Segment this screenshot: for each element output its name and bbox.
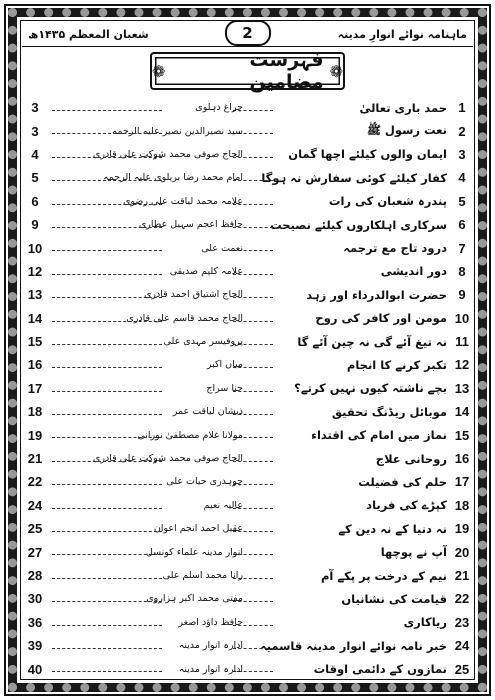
leader-dots	[52, 484, 162, 485]
entry-title: تکبر کرنے کا انجام	[268, 358, 447, 372]
entry-page-number: 15	[27, 334, 43, 350]
entry-page-number: 25	[27, 521, 43, 537]
leader-dots	[52, 297, 162, 298]
entry-author: ادارہ انوار مدینہ	[178, 663, 243, 675]
entry-number: 17	[454, 474, 470, 490]
entry-author: حافظ اعجم سہیل عطاری	[138, 219, 243, 231]
toc-row	[22, 634, 473, 657]
toc-row	[22, 447, 473, 470]
entry-page-number: 4	[31, 146, 39, 162]
toc-row	[22, 190, 473, 213]
entry-page-number: 30	[27, 591, 43, 607]
entry-author: پروفیسر مہدی علی	[163, 336, 243, 348]
entry-author: عالیہ نعیم	[203, 499, 243, 511]
entry-number: 8	[458, 263, 466, 279]
entry-number: 4	[458, 170, 466, 186]
entry-page-number: 14	[27, 310, 43, 326]
entry-title: نعت رسول ﷺ	[268, 123, 447, 140]
entry-author: چراغ دہلوی	[195, 102, 243, 114]
leader-dots	[52, 414, 162, 415]
toc-row	[22, 330, 473, 353]
entry-page-number: 13	[27, 287, 43, 303]
entry-page-number: 6	[31, 193, 39, 209]
entry-author: مولانا غلام مصطفیٰ نورانی	[137, 429, 243, 441]
leader-dots	[52, 461, 162, 462]
flourish-icon: ❁	[152, 61, 166, 81]
entry-author: امام محمد رضا بریلوی علیہ الرحمہ	[103, 172, 243, 184]
entry-title: نہ دنیا کے نہ دین کے	[268, 522, 447, 536]
leader-dots	[52, 648, 162, 649]
entry-number: 10	[454, 310, 470, 326]
page-header	[22, 22, 473, 47]
entry-author: سید نصیرالدین نصیر علیہ الرحمہ	[111, 125, 243, 137]
entry-number: 3	[458, 146, 466, 162]
leader-dots	[52, 601, 162, 602]
toc-row	[22, 143, 473, 166]
entry-page-number: 3	[31, 123, 39, 139]
entry-title: روحانی علاج	[268, 452, 447, 466]
entry-title: حلم کی فضیلت	[268, 475, 447, 489]
entry-title: قیامت کی نشانیاں	[268, 592, 447, 606]
entry-number: 19	[454, 521, 470, 537]
entry-page-number: 19	[27, 427, 43, 443]
entry-page-number: 3	[31, 100, 39, 116]
entry-number: 25	[454, 661, 470, 677]
entry-page-number: 12	[27, 263, 43, 279]
entry-author: انوار مدینہ علماء کونسل	[145, 546, 243, 558]
toc-row	[22, 353, 473, 376]
leader-dots	[52, 274, 162, 275]
entry-author: ذیشان لیاقت عمر	[172, 406, 243, 418]
entry-title: نیم کے درخت پر پکے آم	[268, 569, 447, 583]
entry-number: 18	[454, 497, 470, 513]
toc-row	[22, 423, 473, 446]
entry-title: خبر نامہ نوائے انوار مدینہ قاسمیہ	[259, 638, 447, 653]
entry-page-number: 21	[27, 451, 43, 467]
entry-title: نماز میں امام کی اقتداء	[268, 428, 447, 442]
entry-title: کفار کیلئے کوئی سفارش نہ ہوگا	[261, 170, 447, 185]
toc-row	[22, 166, 473, 189]
entry-number: 9	[458, 287, 466, 303]
entry-page-number: 24	[27, 497, 43, 513]
entry-author: میاں اکبر	[206, 359, 243, 371]
entry-author: نعمت علی	[201, 242, 243, 254]
entry-author: عقیل احمد انجم اعوان	[153, 523, 243, 535]
entry-title: مومن اور کافر کی روح	[268, 311, 447, 325]
entry-title: درود تاج مع ترجمہ	[268, 241, 447, 255]
leader-dots	[52, 671, 162, 672]
leader-dots	[52, 391, 162, 392]
leader-dots	[52, 531, 162, 532]
toc-row	[22, 400, 473, 423]
entry-number: 11	[455, 334, 469, 350]
leader-dots	[52, 578, 162, 579]
table-of-contents	[22, 96, 473, 676]
toc-row	[22, 260, 473, 283]
leader-dots	[52, 110, 162, 111]
entry-title: نمازوں کے دائمی اوقات	[268, 662, 447, 676]
entry-author: الحاج اشتیاق احمد قادری	[143, 289, 243, 301]
toc-row	[22, 470, 473, 493]
entry-number: 21	[454, 568, 470, 583]
entry-number: 24	[454, 638, 470, 654]
toc-row	[22, 657, 473, 680]
entry-title: نہ تیغ آئے گی نہ چین آئے گا	[268, 335, 447, 349]
entry-author: علامہ محمد لیاقت علی رضوی	[122, 195, 243, 207]
entry-page-number: 9	[31, 217, 39, 233]
leader-dots	[52, 625, 162, 626]
entry-author: رانا محمد اسلم علی	[162, 570, 243, 581]
entry-title: حمد باری تعالیٰ	[268, 101, 447, 115]
toc-row	[22, 283, 473, 306]
leader-dots	[52, 367, 162, 368]
entry-number: 6	[458, 217, 466, 233]
entry-page-number: 36	[27, 614, 43, 630]
entry-title: ریاکاری	[268, 615, 447, 629]
entry-page-number: 27	[27, 544, 43, 560]
leader-dots	[52, 344, 162, 345]
entry-page-number: 17	[27, 380, 43, 396]
leader-dots	[52, 180, 162, 181]
leader-dots	[52, 508, 162, 509]
leader-dots	[52, 437, 162, 438]
entry-number: 2	[458, 123, 466, 139]
entry-title: کپڑے کی فریاد	[268, 498, 447, 512]
entry-number: 20	[454, 544, 470, 560]
leader-dots	[52, 133, 162, 134]
toc-row	[22, 587, 473, 610]
leader-dots	[52, 227, 162, 228]
page-number-badge: 2	[225, 20, 271, 46]
entry-page-number: 28	[27, 568, 43, 583]
entry-page-number: 40	[27, 661, 43, 677]
toc-row	[22, 119, 473, 142]
entry-title: آپ نے پوچھا	[268, 545, 447, 559]
toc-row	[22, 377, 473, 400]
entry-author: مفتی محمد اکبر ہزاروی	[146, 593, 243, 605]
toc-row	[22, 564, 473, 587]
entry-number: 13	[454, 380, 470, 396]
leader-dots	[52, 157, 162, 158]
issue-date: شعبان المعظم ۱۴۳۵ھ	[28, 27, 149, 41]
entry-author: الحاج محمد قاسم علی قادری	[126, 312, 243, 324]
toc-row	[22, 611, 473, 634]
entry-title: سرکاری اہلکاروں کیلئے نصیحت	[268, 218, 447, 232]
entry-number: 22	[454, 591, 470, 607]
entry-title: موبائل ریڈنگ تحقیق	[268, 405, 447, 419]
entry-title: بچے ناشتہ کیوں نہیں کرتے؟	[268, 381, 447, 395]
entry-author: ادارہ انوار مدینہ	[178, 640, 243, 652]
entry-author: علامہ کلیم صدیقی	[169, 265, 243, 277]
entry-number: 1	[458, 100, 466, 116]
entry-number: 23	[454, 614, 470, 630]
magazine-name: ماہنامہ نوائے انوارِ مدینہ	[337, 27, 467, 41]
entry-number: 15	[454, 427, 470, 443]
toc-title-cartouche	[150, 49, 345, 93]
entry-page-number: 5	[31, 170, 39, 186]
entry-number: 5	[458, 193, 466, 209]
toc-row	[22, 96, 473, 119]
flourish-icon: ❁	[329, 61, 343, 81]
toc-row	[22, 494, 473, 517]
toc-row	[22, 307, 473, 330]
entry-title: پندرہ شعبان کی رات	[268, 194, 447, 208]
entry-number: 14	[454, 404, 470, 420]
toc-row	[22, 517, 473, 540]
entry-author: الحاج صوفی محمد شوکت علی قادری	[92, 148, 243, 160]
entry-page-number: 22	[27, 474, 43, 490]
entry-author: حنا سراج	[206, 382, 243, 394]
entry-number: 16	[454, 451, 470, 467]
entry-number: 12	[454, 357, 470, 373]
toc-row	[22, 236, 473, 259]
entry-page-number: 39	[27, 638, 43, 654]
entry-number: 7	[458, 240, 466, 256]
entry-author: الحاج صوفی محمد شوکت علی قادری	[92, 453, 243, 465]
entry-author: چوہدری حیات علی	[166, 476, 243, 488]
entry-page-number: 16	[27, 357, 43, 373]
entry-title: حضرت ابوالدرداء اور زہد	[268, 288, 447, 302]
entry-author: حافظ داؤد اصغر	[178, 616, 243, 628]
toc-title: فہرست مضامین	[249, 49, 324, 93]
entry-page-number: 10	[27, 240, 43, 256]
entry-title: دور اندیشی	[268, 264, 447, 278]
toc-row	[22, 213, 473, 236]
leader-dots	[52, 321, 162, 322]
entry-title: ایمان والوں کیلئے اچھا گمان	[268, 147, 447, 161]
toc-row	[22, 540, 473, 563]
leader-dots	[52, 204, 162, 205]
leader-dots	[52, 554, 162, 555]
entry-page-number: 18	[27, 404, 43, 420]
leader-dots	[52, 250, 162, 251]
